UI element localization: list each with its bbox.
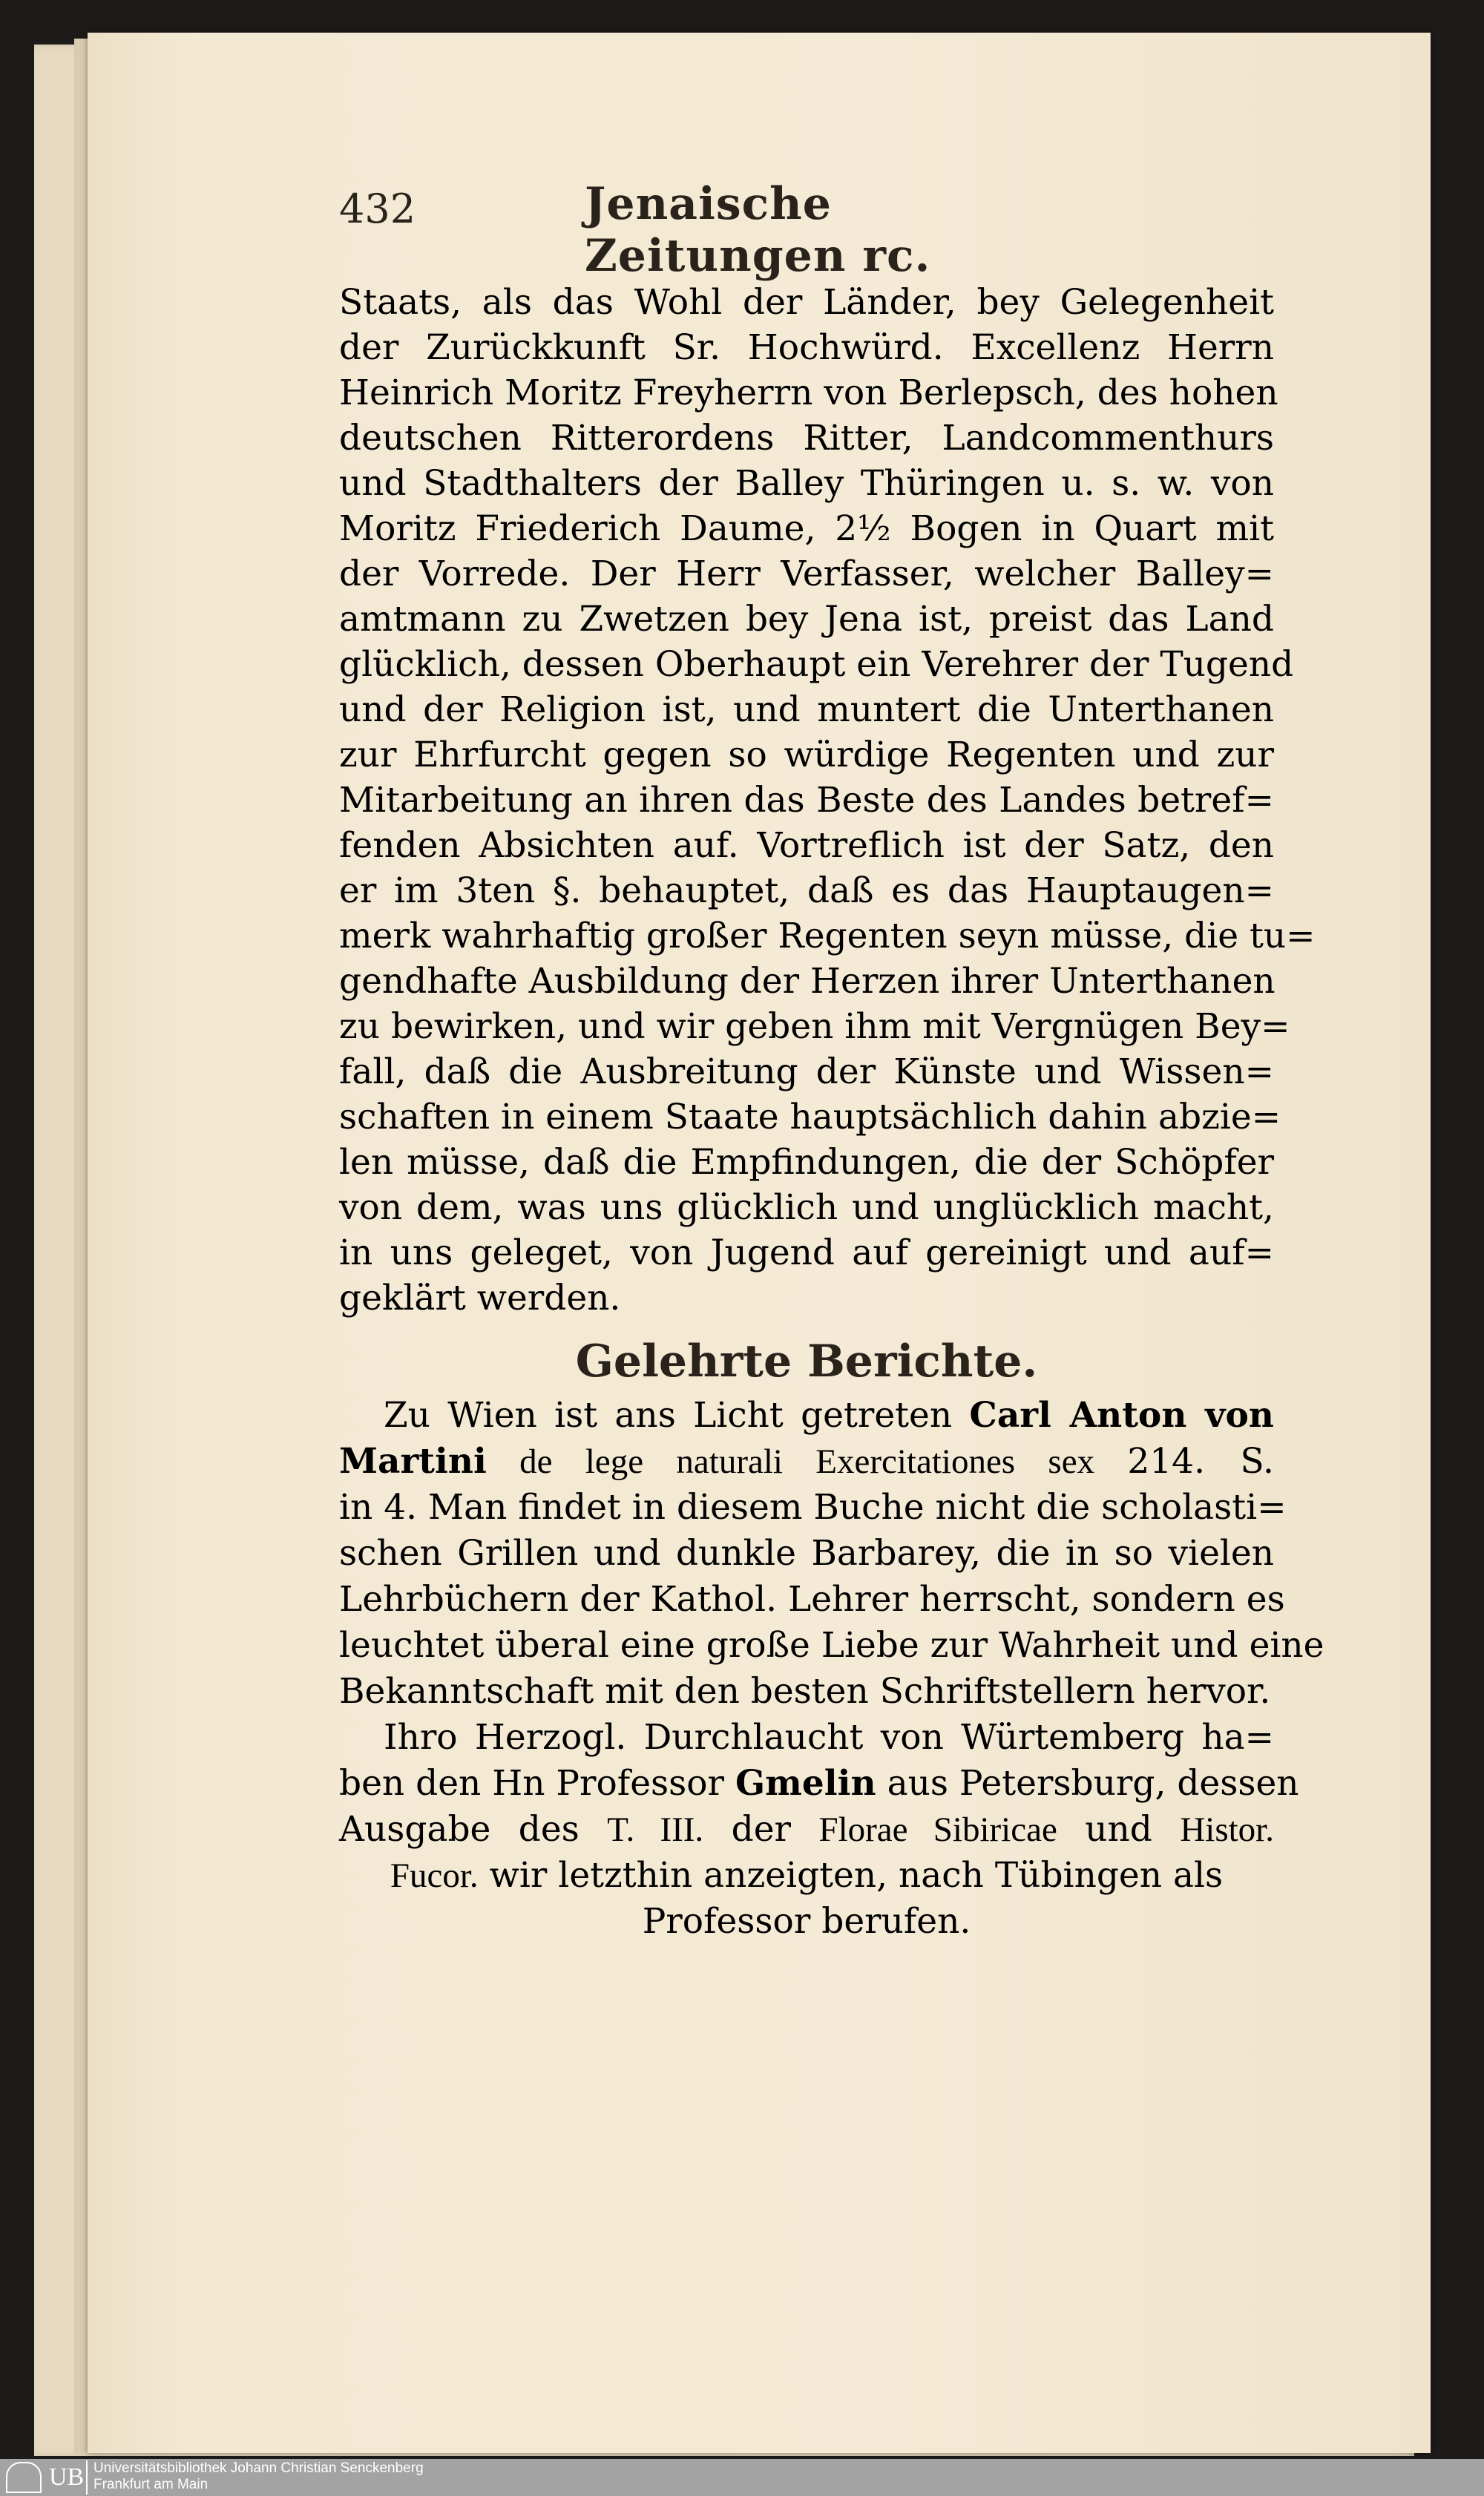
text-segment: Lehrbüchern der Kathol. Lehrer herrscht, sondern es (339, 1579, 1285, 1620)
portrait-icon (6, 2462, 42, 2493)
text-line: schaften in einem Staate hauptsächlich dahin abzie= (339, 1097, 1281, 1137)
text-line (339, 1809, 1274, 1850)
text-segment: ben den Hn Professor (339, 1763, 735, 1804)
text-line (339, 1579, 1285, 1620)
latin-text: de lege naturali Exercitationes sex (486, 1442, 1128, 1481)
bold-name: Gmelin (735, 1763, 876, 1804)
text-line: Heinrich Moritz Freyherrn von Berlepsch, des hohen (339, 372, 1278, 413)
text-line: und der Religion ist, und muntert die Unterthanen (339, 689, 1274, 730)
text-line: der Zurückkunft Sr. Hochwürd. Excellenz Herrn (339, 327, 1274, 368)
page-number: 432 (339, 185, 416, 232)
latin-text: Fucor. (390, 1856, 479, 1895)
text-line: Moritz Friederich Daume, 2½ Bogen in Quart mit (339, 508, 1274, 549)
text-line (339, 1763, 1299, 1804)
library-name: Universitätsbibliothek Johann Christian Senckenberg (93, 2460, 424, 2476)
text-segment: Professor berufen. (642, 1901, 971, 1942)
text-segment: Bekanntschaft mit den besten Schriftstellern hervor. (339, 1671, 1271, 1712)
text-line: amtmann zu Zwetzen bey Jena ist, preist das Land (339, 599, 1274, 640)
bold-name: Martini (339, 1441, 487, 1482)
text-line (339, 1395, 1274, 1436)
text-line: von dem, was uns glücklich und unglücklich macht, (339, 1187, 1274, 1228)
text-line: fenden Absichten auf. Vortreflich ist der Satz, den (339, 825, 1274, 866)
text-line (339, 1625, 1324, 1666)
text-line (339, 1671, 1274, 1712)
text-segment: 214. S. (1127, 1441, 1274, 1482)
text-line (339, 1487, 1287, 1528)
text-line: gendhafte Ausbildung der Herzen ihrer Unterthanen (339, 961, 1275, 1002)
text-segment: schen Grillen und dunkle Barbarey, die in so vielen (339, 1533, 1274, 1574)
text-segment: Zu Wien ist ans Licht getreten (384, 1395, 970, 1436)
text-segment: wir letzthin anzeigten, nach Tübingen als (478, 1855, 1224, 1896)
text-line: Staats, als das Wohl der Länder, bey Gelegenheit (339, 282, 1274, 323)
section-heading: Gelehrte Berichte. (575, 1336, 1038, 1387)
running-title: Jenaische Zeitungen rc. (585, 178, 931, 282)
text-line: er im 3ten §. behauptet, daß es das Hauptaugen= (339, 870, 1274, 911)
footer-bar (0, 2459, 1484, 2496)
text-line: in uns geleget, von Jugend auf gereinigt und auf= (339, 1232, 1274, 1273)
text-line: und Stadthalters der Balley Thüringen u. s. w. von (339, 463, 1274, 504)
text-line: zur Ehrfurcht gegen so würdige Regenten und zur (339, 735, 1274, 775)
text-line: Mitarbeitung an ihren das Beste des Landes betref= (339, 780, 1274, 821)
text-line (339, 1901, 1274, 1942)
text-segment: aus Petersburg, dessen (876, 1763, 1299, 1804)
text-line (339, 1533, 1274, 1574)
latin-text: Histor. (1180, 1810, 1274, 1849)
text-segment: der (703, 1809, 819, 1850)
text-line: der Vorrede. Der Herr Verfasser, welcher Balley= (339, 554, 1274, 594)
text-line (339, 1717, 1274, 1758)
text-line: zu bewirken, und wir geben ihm mit Vergnügen Bey= (339, 1006, 1290, 1047)
text-line: glücklich, dessen Oberhaupt ein Verehrer der Tugend (339, 644, 1294, 685)
library-city: Frankfurt am Main (93, 2477, 209, 2492)
text-segment: in 4. Man findet in diesem Buche nicht die scholasti= (339, 1487, 1287, 1528)
latin-text: Florae Sibiricae (818, 1810, 1057, 1849)
bold-name: Carl Anton von (969, 1395, 1274, 1436)
text-segment: Ausgabe des (339, 1809, 608, 1850)
text-segment: leuchtet überal eine große Liebe zur Wahrheit und eine (339, 1625, 1324, 1666)
text-line: fall, daß die Ausbreitung der Künste und Wissen= (339, 1051, 1274, 1092)
text-segment: und (1057, 1809, 1181, 1850)
latin-text: T. III. (607, 1810, 704, 1849)
text-line: deutschen Ritterordens Ritter, Landcommenthurs (339, 418, 1274, 459)
text-line (339, 1441, 1274, 1482)
text-line: merk wahrhaftig großer Regenten seyn müsse, die tu= (339, 916, 1316, 956)
logo-text: UB (49, 2463, 85, 2491)
library-logo (3, 2460, 88, 2495)
page-edge (74, 39, 89, 2454)
text-segment: Ihro Herzogl. Durchlaucht von Würtemberg ha= (384, 1717, 1274, 1758)
text-line: geklärt werden. (339, 1278, 621, 1318)
text-line: len müsse, daß die Empfindungen, die der Schöpfer (339, 1142, 1274, 1183)
text-line (339, 1855, 1274, 1896)
